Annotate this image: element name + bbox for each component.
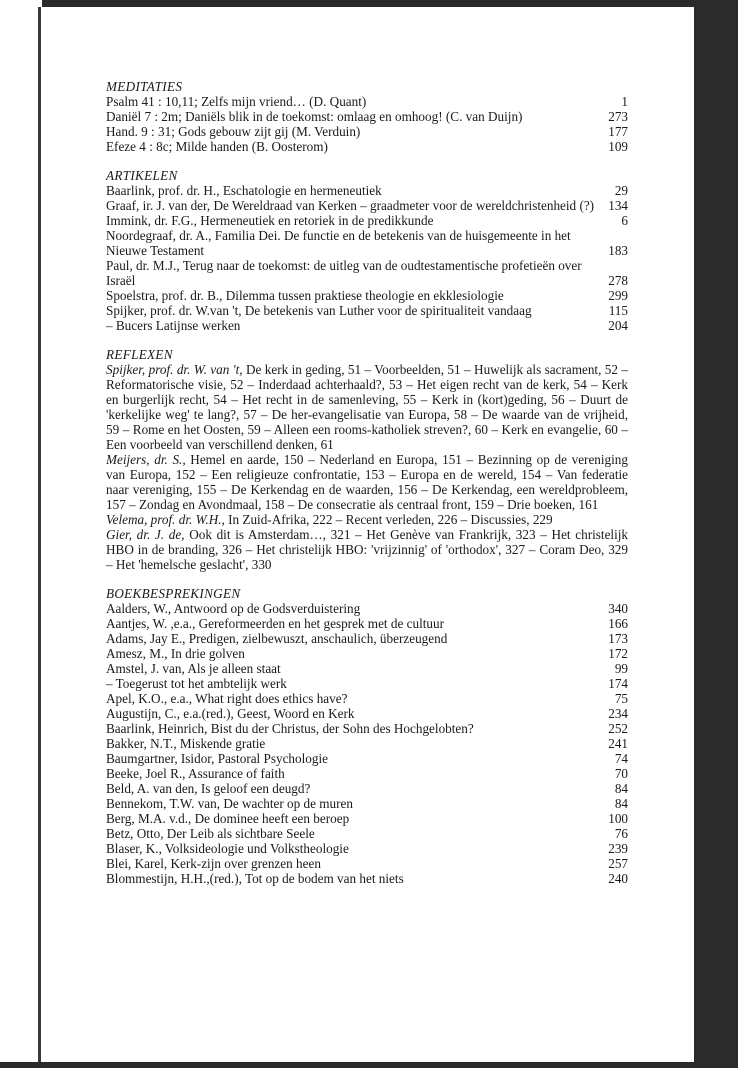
reflex-text: De kerk in geding, 51 – Voorbeelden, 51 – Huwelijk als sacrament, 52 – Reformatorische visie, 52 – Inderdaad achterhaald?, 53 – Het eigen recht van de kerk, 54 – Kerk en burgerlijk recht, 54 – Het recht in de samenleving, 55 – Kerk in (kort)geding, 56 – Duurt de 'kerkelijke weg' te lang?, 57 – De her-evangelisatie van Europa, 58 – De waarde van de vrijheid, 59 – Rome en het Oosten, 59 – Alleen een rooms-katholiek streven?, 60 – Kerk en evangelie, 60 – Een voorbeeld van verschillend denken, 61 bbox=[106, 362, 628, 452]
entry-title: Augustijn, C., e.a.(red.), Geest, Woord en Kerk bbox=[106, 706, 355, 721]
reflex-text: Ook dit is Amsterdam…, 321 – Het Genève van Frankrijk, 323 – Het christelijk HBO in de branding, 326 – Het christelijk HBO: 'vrijzinnig' of 'orthodox', 327 – Coram Deo, 329 – Het 'hemelsche geslacht', 330 bbox=[106, 527, 629, 572]
section-heading: ARTIKELEN bbox=[106, 168, 178, 183]
toc-entry bbox=[106, 856, 628, 871]
table-of-contents bbox=[106, 79, 628, 900]
scan-border-left-line bbox=[38, 7, 41, 1062]
entry-title: Graaf, ir. J. van der, De Wereldraad van Kerken – graadmeter voor de wereldchristenheid (?) bbox=[106, 198, 595, 213]
toc-entry bbox=[106, 198, 628, 213]
entry-title: – Toegerust tot het ambtelijk werk bbox=[106, 676, 287, 691]
entry-title: Psalm 41 : 10,11; Zelfs mijn vriend… (D. Quant) bbox=[106, 94, 367, 109]
entry-page: 75 bbox=[614, 691, 628, 706]
section-boekbesprekingen bbox=[106, 586, 628, 886]
reflex-author: Meijers, dr. S., bbox=[106, 452, 186, 467]
scan-border-right bbox=[694, 0, 738, 1068]
entry-title: Amesz, M., In drie golven bbox=[106, 646, 245, 661]
entry-title: Blaser, K., Volksideologie und Volkstheologie bbox=[106, 841, 349, 856]
entry-page: 239 bbox=[608, 841, 628, 856]
entry-title: Bennekom, T.W. van, De wachter op de muren bbox=[106, 796, 353, 811]
entry-page: 1 bbox=[621, 94, 628, 109]
entry-title: Aalders, W., Antwoord op de Godsverduistering bbox=[106, 601, 361, 616]
entry-title: Paul, dr. M.J., Terug naar de toekomst: de uitleg van de oudtestamentische profetieën over Israël bbox=[106, 258, 582, 288]
toc-entry bbox=[106, 811, 628, 826]
toc-entry bbox=[106, 676, 628, 691]
entry-page: 174 bbox=[608, 676, 628, 691]
toc-entry bbox=[106, 706, 628, 721]
toc-entry bbox=[106, 766, 628, 781]
toc-entry bbox=[106, 631, 628, 646]
entry-title: Spoelstra, prof. dr. B., Dilemma tussen praktiese theologie en ekklesiologie bbox=[106, 288, 504, 303]
reflex-paragraph bbox=[106, 512, 628, 527]
entry-page: 109 bbox=[608, 139, 628, 154]
toc-entry bbox=[106, 303, 628, 318]
entry-title: Berg, M.A. v.d., De dominee heeft een beroep bbox=[106, 811, 350, 826]
entry-title: Beeke, Joel R., Assurance of faith bbox=[106, 766, 285, 781]
toc-entry bbox=[106, 616, 628, 631]
toc-entry bbox=[106, 781, 628, 796]
toc-entry bbox=[106, 124, 628, 139]
scan-border-left bbox=[0, 0, 42, 1068]
reflex-author: Gier, dr. J. de, bbox=[106, 527, 185, 542]
entry-page: 183 bbox=[608, 243, 628, 258]
reflex-paragraph bbox=[106, 362, 628, 452]
entry-page: 115 bbox=[608, 303, 628, 318]
entry-title: Apel, K.O., e.a., What right does ethics have? bbox=[106, 691, 348, 706]
entry-title: Aantjes, W. ,e.a., Gereformeerden en het gesprek met de cultuur bbox=[106, 616, 444, 631]
entry-title: Efeze 4 : 8c; Milde handen (B. Oosterom) bbox=[106, 139, 328, 154]
entry-title: Spijker, prof. dr. W.van 't, De betekenis van Luther voor de spiritualiteit vandaag bbox=[106, 303, 532, 318]
entry-page: 234 bbox=[608, 706, 628, 721]
section-artikelen bbox=[106, 168, 628, 333]
toc-entry bbox=[106, 871, 628, 886]
entry-page: 340 bbox=[608, 601, 628, 616]
toc-entry bbox=[106, 94, 628, 109]
toc-entry bbox=[106, 841, 628, 856]
scan-border-bottom bbox=[0, 1062, 738, 1068]
toc-entry bbox=[106, 796, 628, 811]
section-heading: REFLEXEN bbox=[106, 347, 173, 362]
entry-page: 166 bbox=[608, 616, 628, 631]
entry-title: Bakker, N.T., Miskende gratie bbox=[106, 736, 266, 751]
entry-page: 74 bbox=[614, 751, 628, 766]
entry-page: 240 bbox=[608, 871, 628, 886]
entry-page: 241 bbox=[608, 736, 628, 751]
entry-page: 84 bbox=[614, 781, 628, 796]
reflex-author: Spijker, prof. dr. W. van 't, bbox=[106, 362, 243, 377]
entry-page: 29 bbox=[614, 183, 628, 198]
entry-title: Baumgartner, Isidor, Pastoral Psychologie bbox=[106, 751, 328, 766]
entry-title: Betz, Otto, Der Leib als sichtbare Seele bbox=[106, 826, 315, 841]
entry-page: 6 bbox=[621, 213, 628, 228]
toc-entry bbox=[106, 139, 628, 154]
entry-page: 278 bbox=[608, 273, 628, 288]
toc-entry bbox=[106, 736, 628, 751]
toc-entry bbox=[106, 661, 628, 676]
section-heading: BOEKBESPREKINGEN bbox=[106, 586, 241, 601]
entry-page: 172 bbox=[608, 646, 628, 661]
entry-title: Hand. 9 : 31; Gods gebouw zijt gij (M. Verduin) bbox=[106, 124, 361, 139]
entry-page: 273 bbox=[608, 109, 628, 124]
toc-entry bbox=[106, 826, 628, 841]
toc-entry bbox=[106, 258, 628, 288]
entry-page: 257 bbox=[608, 856, 628, 871]
toc-entry bbox=[106, 288, 628, 303]
entry-title: Amstel, J. van, Als je alleen staat bbox=[106, 661, 281, 676]
reflex-paragraph bbox=[106, 527, 628, 572]
toc-entry bbox=[106, 318, 628, 333]
entry-title: Baarlink, Heinrich, Bist du der Christus, der Sohn des Hochgelobten? bbox=[106, 721, 474, 736]
entry-title: Immink, dr. F.G., Hermeneutiek en retoriek in de predikkunde bbox=[106, 213, 434, 228]
reflex-text: Hemel en aarde, 150 – Nederland en Europa, 151 – Bezinning op de vereniging van Europa, 152 – Een religieuze confrontatie, 153 – Europa en de wereld, 154 – Van federatie naar vereniging, 155 – De Kerkendag en de waarden, 156 – De Kerkendag, een wereldprobleem, 157 – Zondag en Avondmaal, 158 – De consecratie als centraal front, 159 – Drie boeken, 161 bbox=[106, 452, 628, 512]
toc-entry bbox=[106, 213, 628, 228]
toc-entry bbox=[106, 646, 628, 661]
entry-page: 252 bbox=[608, 721, 628, 736]
toc-entry bbox=[106, 691, 628, 706]
reflex-author: Velema, prof. dr. W.H., bbox=[106, 512, 225, 527]
entry-page: 84 bbox=[614, 796, 628, 811]
reflex-paragraph bbox=[106, 452, 628, 512]
section-heading: MEDITATIES bbox=[106, 79, 183, 94]
entry-title: – Bucers Latijnse werken bbox=[106, 318, 241, 333]
entry-title: Beld, A. van den, Is geloof een deugd? bbox=[106, 781, 311, 796]
toc-entry bbox=[106, 751, 628, 766]
entry-page: 299 bbox=[608, 288, 628, 303]
entry-page: 134 bbox=[608, 198, 628, 213]
entry-page: 100 bbox=[608, 811, 628, 826]
entry-title: Noordegraaf, dr. A., Familia Dei. De functie en de betekenis van de huisgemeente in het Nieuwe Testament bbox=[106, 228, 571, 258]
entry-page: 76 bbox=[614, 826, 628, 841]
toc-entry bbox=[106, 183, 628, 198]
toc-entry bbox=[106, 601, 628, 616]
entry-title: Baarlink, prof. dr. H., Eschatologie en hermeneutiek bbox=[106, 183, 382, 198]
entry-page: 70 bbox=[614, 766, 628, 781]
section-reflexen bbox=[106, 347, 628, 572]
entry-page: 173 bbox=[608, 631, 628, 646]
entry-title: Daniël 7 : 2m; Daniëls blik in de toekomst: omlaag en omhoog! (C. van Duijn) bbox=[106, 109, 523, 124]
entry-title: Blommestijn, H.H.,(red.), Tot op de bodem van het niets bbox=[106, 871, 404, 886]
toc-entry bbox=[106, 721, 628, 736]
toc-entry bbox=[106, 228, 628, 258]
entry-page: 204 bbox=[608, 318, 628, 333]
entry-page: 177 bbox=[608, 124, 628, 139]
toc-entry bbox=[106, 109, 628, 124]
entry-page: 99 bbox=[614, 661, 628, 676]
reflex-text: In Zuid-Afrika, 222 – Recent verleden, 226 – Discussies, 229 bbox=[224, 512, 553, 527]
entry-title: Blei, Karel, Kerk-zijn over grenzen heen bbox=[106, 856, 321, 871]
scan-border-top bbox=[0, 0, 738, 7]
entry-title: Adams, Jay E., Predigen, zielbewuszt, anschaulich, überzeugend bbox=[106, 631, 448, 646]
section-meditaties bbox=[106, 79, 628, 154]
